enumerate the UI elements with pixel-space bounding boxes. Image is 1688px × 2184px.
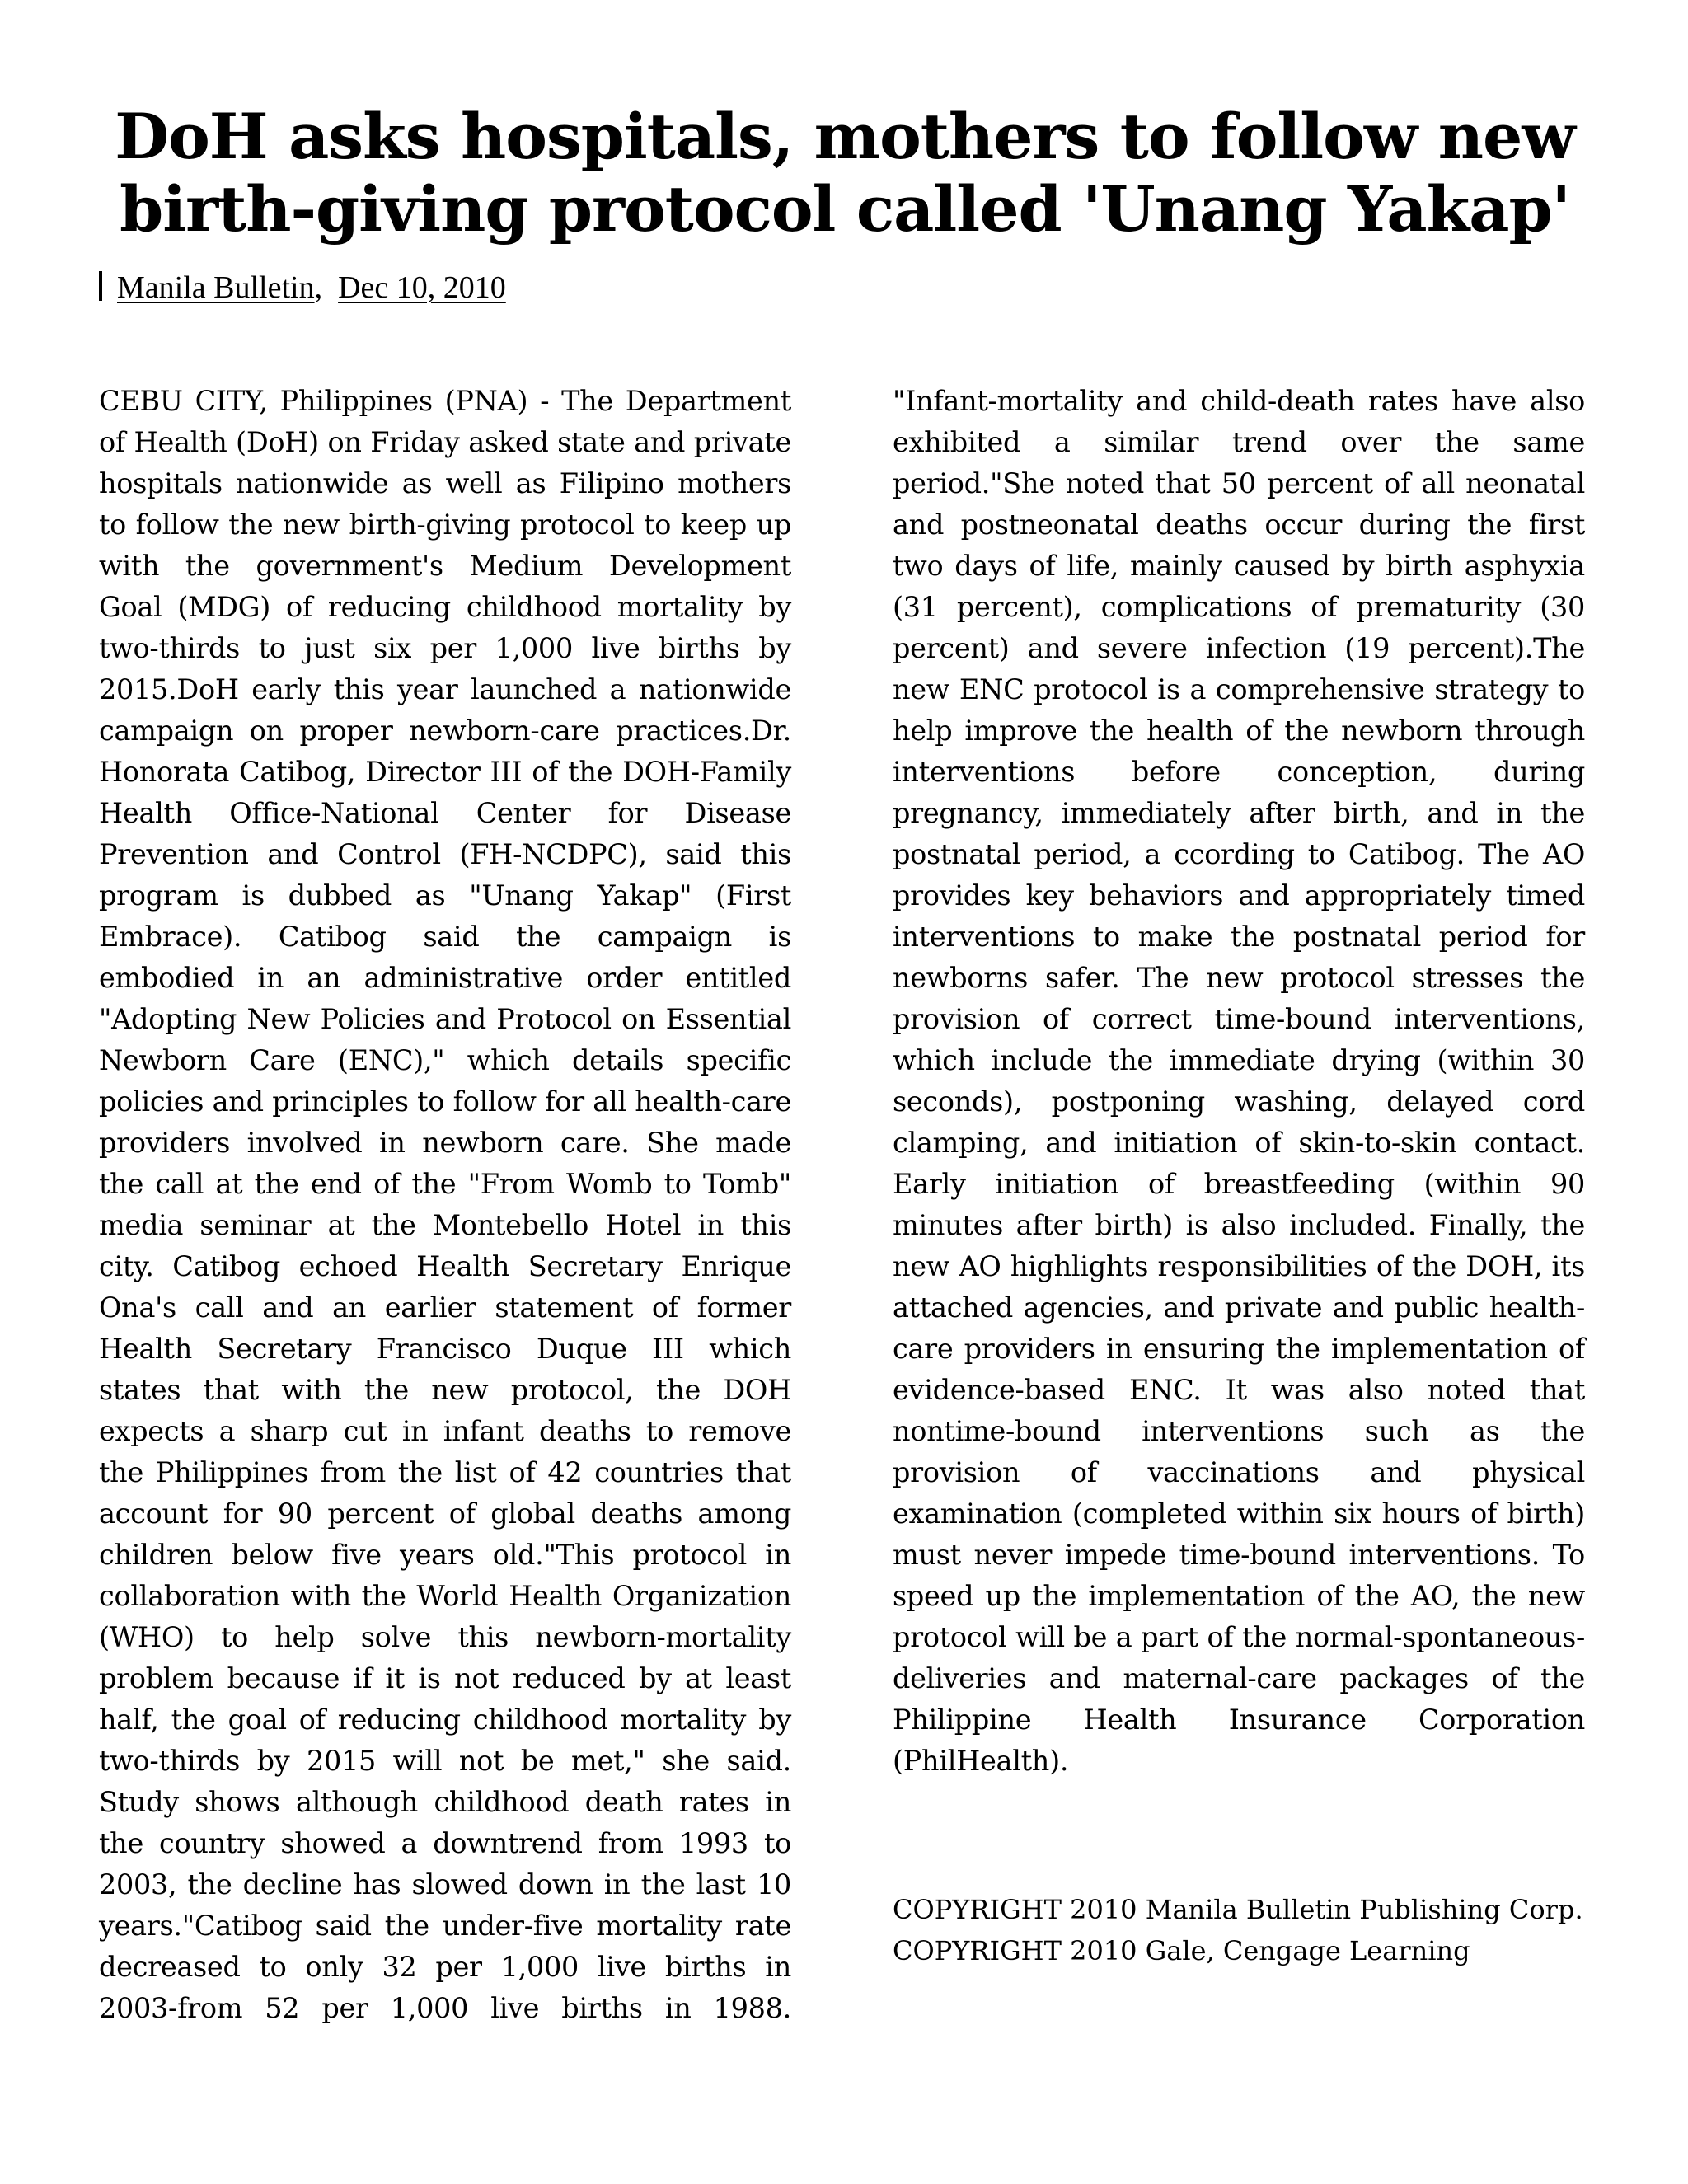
copyright-publisher: COPYRIGHT 2010 Manila Bulletin Publishing Corp. [893, 1894, 1583, 1925]
byline [99, 269, 506, 307]
article-column-left [99, 381, 791, 2029]
copyright-block [893, 1889, 1634, 1971]
source-link[interactable]: Manila Bulletin [117, 270, 315, 305]
copyright-gale: COPYRIGHT 2010 Gale, Cengage Learning [893, 1935, 1470, 1966]
byline-separator: , [314, 270, 323, 305]
byline-bar [99, 271, 102, 301]
article-body-right: "Infant-mortality and child-death rates have also exhibited a similar trend over the same period."She noted that 50 percent of all neonatal and postneonatal deaths occur during the first two days of life, mainly caused by birth asphyxia (31 percent), complications of prematurity (30 percent) and severe infection (19 percent).The new ENC protocol is a comprehensive strategy to help improve the health of the newborn through interventions before conception, during pregnancy, immediately after birth, and in the postnatal period, a ccording to Catibog. The AO provides key behaviors and appropriately timed interventions to make the postnatal period for newborns safer. The new protocol stresses the provision of correct time-bound interventions, which include the immediate drying (within 30 seconds), postponing washing, delayed cord clamping, and initiation of skin-to-skin contact. Early initiation of breastfeeding (within 90 minutes after birth) is also included. Finally, the new AO highlights responsibilities of the DOH, its attached agencies, and private and public health-care providers in ensuring the implementation of evidence-based ENC. It was also noted that nontime-bound interventions such as the provision of vaccinations and physical examination (completed within six hours of birth) must never impede time-bound interventions. To speed up the implementation of the AO, the new protocol will be a part of the normal-spontaneous-deliveries and maternal-care packages of the Philippine Health Insurance Corporation (PhilHealth). [893, 385, 1585, 1777]
article-title: DoH asks hospitals, mothers to follow new birth-giving protocol called 'Unang Yakap' [115, 100, 1575, 246]
article-body-left: CEBU CITY, Philippines (PNA) - The Department of Health (DoH) on Friday asked state and private hospitals nationwide as well as Filipino mothers to follow the new birth-giving protocol to keep up with the government's Medium Development Goal (MDG) of reducing childhood mortality by two-thirds to just six per 1,000 live births by 2015.DoH early this year launched a nationwide campaign on proper newborn-care practices.Dr. Honorata Catibog, Director III of the DOH-Family Health Office-National Center for Disease Prevention and Control (FH-NCDPC), said this program is dubbed as "Unang Yakap" (First Embrace). Catibog said the campaign is embodied in an administrative order entitled "Adopting New Policies and Protocol on Essential Newborn Care (ENC)," which details specific policies and principles to follow for all health-care providers involved in newborn care. She made the call at the end of the "From Womb to Tomb" media seminar at the Montebello Hotel in this city. Catibog echoed Health Secretary Enrique Ona's call and an earlier statement of former Health Secretary Francisco Duque III which states that with the new protocol, the DOH expects a sharp cut in infant deaths to remove the Philippines from the list of 42 countries that account for 90 percent of global deaths among children below five years old."This protocol in collaboration with the World Health Organization (WHO) to help solve this newborn-mortality problem because if it is not reduced by at least half, the goal of reducing childhood mortality by two-thirds by 2015 will not be met," she said. Study shows although childhood death rates in the country showed a downtrend from 1993 to 2003, the decline has slowed down in the last 10 years."Catibog said the under-five mortality rate decreased to only 32 per 1,000 live births in 2003-from 52 per 1,000 live births in 1988. [99, 385, 791, 2024]
article-column-right [893, 381, 1585, 1782]
date-link[interactable]: Dec 10, 2010 [338, 270, 506, 305]
